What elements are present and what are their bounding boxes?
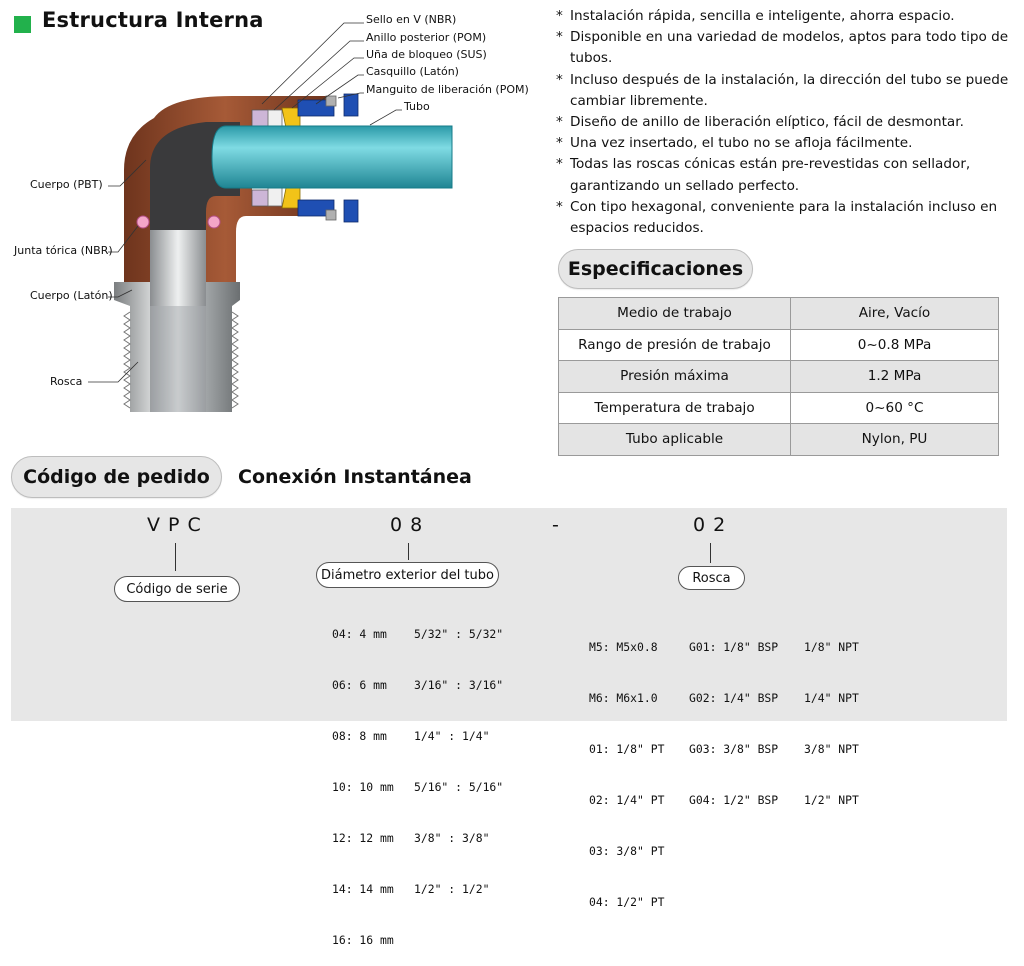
thread-metric-pt-list xyxy=(589,605,664,928)
spec-name: Presión máxima xyxy=(559,361,791,393)
label-back-ring: Anillo posterior (POM) xyxy=(366,31,487,44)
spec-name: Rango de presión de trabajo xyxy=(559,329,791,361)
label-v-seal: Sello en V (NBR) xyxy=(366,13,457,26)
series-code-label: Código de serie xyxy=(114,576,240,602)
code-thread: 02 xyxy=(693,514,734,536)
list-item: G04: 1/2" BSP xyxy=(689,793,779,807)
label-body-pbt: Cuerpo (PBT) xyxy=(30,178,103,191)
list-item: 1/4" : 1/4" xyxy=(414,729,490,743)
lock-claw-upper xyxy=(282,108,300,128)
thread-npt-list xyxy=(804,605,859,826)
tube-shape xyxy=(212,126,452,188)
list-item: 08: 8 mm xyxy=(332,729,387,743)
list-item: 1/2" : 1/2" xyxy=(414,882,490,896)
table-row xyxy=(559,298,999,330)
spec-value: 1.2 MPa xyxy=(791,361,999,393)
spec-name: Tubo aplicable xyxy=(559,424,791,456)
list-item: M5: M5x0.8 xyxy=(589,640,658,654)
list-item: 5/32" : 5/32" xyxy=(414,627,504,641)
list-item: 04: 4 mm xyxy=(332,627,387,641)
list-item: 03: 3/8" PT xyxy=(589,844,665,858)
feature-list xyxy=(556,6,1016,239)
spec-name: Temperatura de trabajo xyxy=(559,392,791,424)
list-item: G02: 1/4" BSP xyxy=(689,691,779,705)
spec-value: Aire, Vacío xyxy=(791,298,999,330)
label-lock-claw: Uña de bloqueo (SUS) xyxy=(366,48,487,61)
code-series: VPC xyxy=(147,514,209,536)
connection-title: Conexión Instantánea xyxy=(238,466,472,488)
spec-value: 0~0.8 MPa xyxy=(791,329,999,361)
feature-item: * Incluso después de la instalación, la dirección del tubo se puede cambiar libremente. xyxy=(556,70,1016,112)
code-tube-size: 08 xyxy=(390,514,431,536)
o-ring-right xyxy=(208,216,220,228)
list-item: 12: 12 mm xyxy=(332,831,394,845)
list-item: 3/8" : 3/8" xyxy=(414,831,490,845)
spec-value: 0~60 °C xyxy=(791,392,999,424)
label-tube: Tubo xyxy=(404,100,430,113)
list-item: 3/16" : 3/16" xyxy=(414,678,504,692)
feature-item: * Diseño de anillo de liberación elíptico, fácil de desmontar. xyxy=(556,112,1016,133)
table-row xyxy=(559,361,999,393)
label-o-ring: Junta tórica (NBR) xyxy=(14,244,113,257)
tube-mm-list xyxy=(332,592,394,966)
table-row xyxy=(559,392,999,424)
label-body-brass: Cuerpo (Latón) xyxy=(30,289,113,302)
list-item: 16: 16 mm xyxy=(332,933,394,947)
feature-item: * Con tipo hexagonal, conveniente para la instalación incluso en espacios reducidos. xyxy=(556,197,1016,239)
connector-line xyxy=(175,543,176,571)
list-item: G03: 3/8" BSP xyxy=(689,742,779,756)
feature-item: * Todas las roscas cónicas están pre-revestidas con sellador, garantizando un sellado perfecto. xyxy=(556,154,1016,196)
list-item: 01: 1/8" PT xyxy=(589,742,665,756)
list-item: 10: 10 mm xyxy=(332,780,394,794)
feature-item: * Una vez insertado, el tubo no se afloja fácilmente. xyxy=(556,133,1016,154)
list-item: M6: M6x1.0 xyxy=(589,691,658,705)
list-item: 02: 1/4" PT xyxy=(589,793,665,807)
structure-title: Estructura Interna xyxy=(42,8,264,32)
specs-table xyxy=(558,297,999,456)
tube-inch-list xyxy=(414,592,503,915)
specs-title: Especificaciones xyxy=(558,249,753,289)
o-ring-left xyxy=(137,216,149,228)
thread-bsp-list xyxy=(689,605,778,826)
list-item: 04: 1/2" PT xyxy=(589,895,665,909)
back-ring-upper xyxy=(268,110,282,128)
list-item: G01: 1/8" BSP xyxy=(689,640,779,654)
table-row xyxy=(559,329,999,361)
spec-name: Medio de trabajo xyxy=(559,298,791,330)
label-thread: Rosca xyxy=(50,375,83,388)
list-item: 3/8" NPT xyxy=(804,742,859,756)
list-item: 1/4" NPT xyxy=(804,691,859,705)
connector-line xyxy=(710,543,711,563)
list-item: 1/2" NPT xyxy=(804,793,859,807)
back-ring-lower xyxy=(268,188,282,206)
list-item: 1/8" NPT xyxy=(804,640,859,654)
code-dash: - xyxy=(552,514,567,536)
label-release-sleeve: Manguito de liberación (POM) xyxy=(366,83,529,96)
label-bushing: Casquillo (Latón) xyxy=(366,65,459,78)
table-row xyxy=(559,424,999,456)
tube-diameter-label: Diámetro exterior del tubo xyxy=(316,562,499,588)
spec-value: Nylon, PU xyxy=(791,424,999,456)
connector-line xyxy=(408,543,409,560)
list-item: 14: 14 mm xyxy=(332,882,394,896)
thread-label: Rosca xyxy=(678,566,745,590)
list-item: 5/16" : 5/16" xyxy=(414,780,504,794)
lock-claw-lower xyxy=(282,188,300,208)
feature-item: * Instalación rápida, sencilla e inteligente, ahorra espacio. xyxy=(556,6,1016,27)
list-item: 06: 6 mm xyxy=(332,678,387,692)
order-code-title: Código de pedido xyxy=(11,456,222,498)
feature-item: * Disponible en una variedad de modelos, aptos para todo tipo de tubos. xyxy=(556,27,1016,69)
